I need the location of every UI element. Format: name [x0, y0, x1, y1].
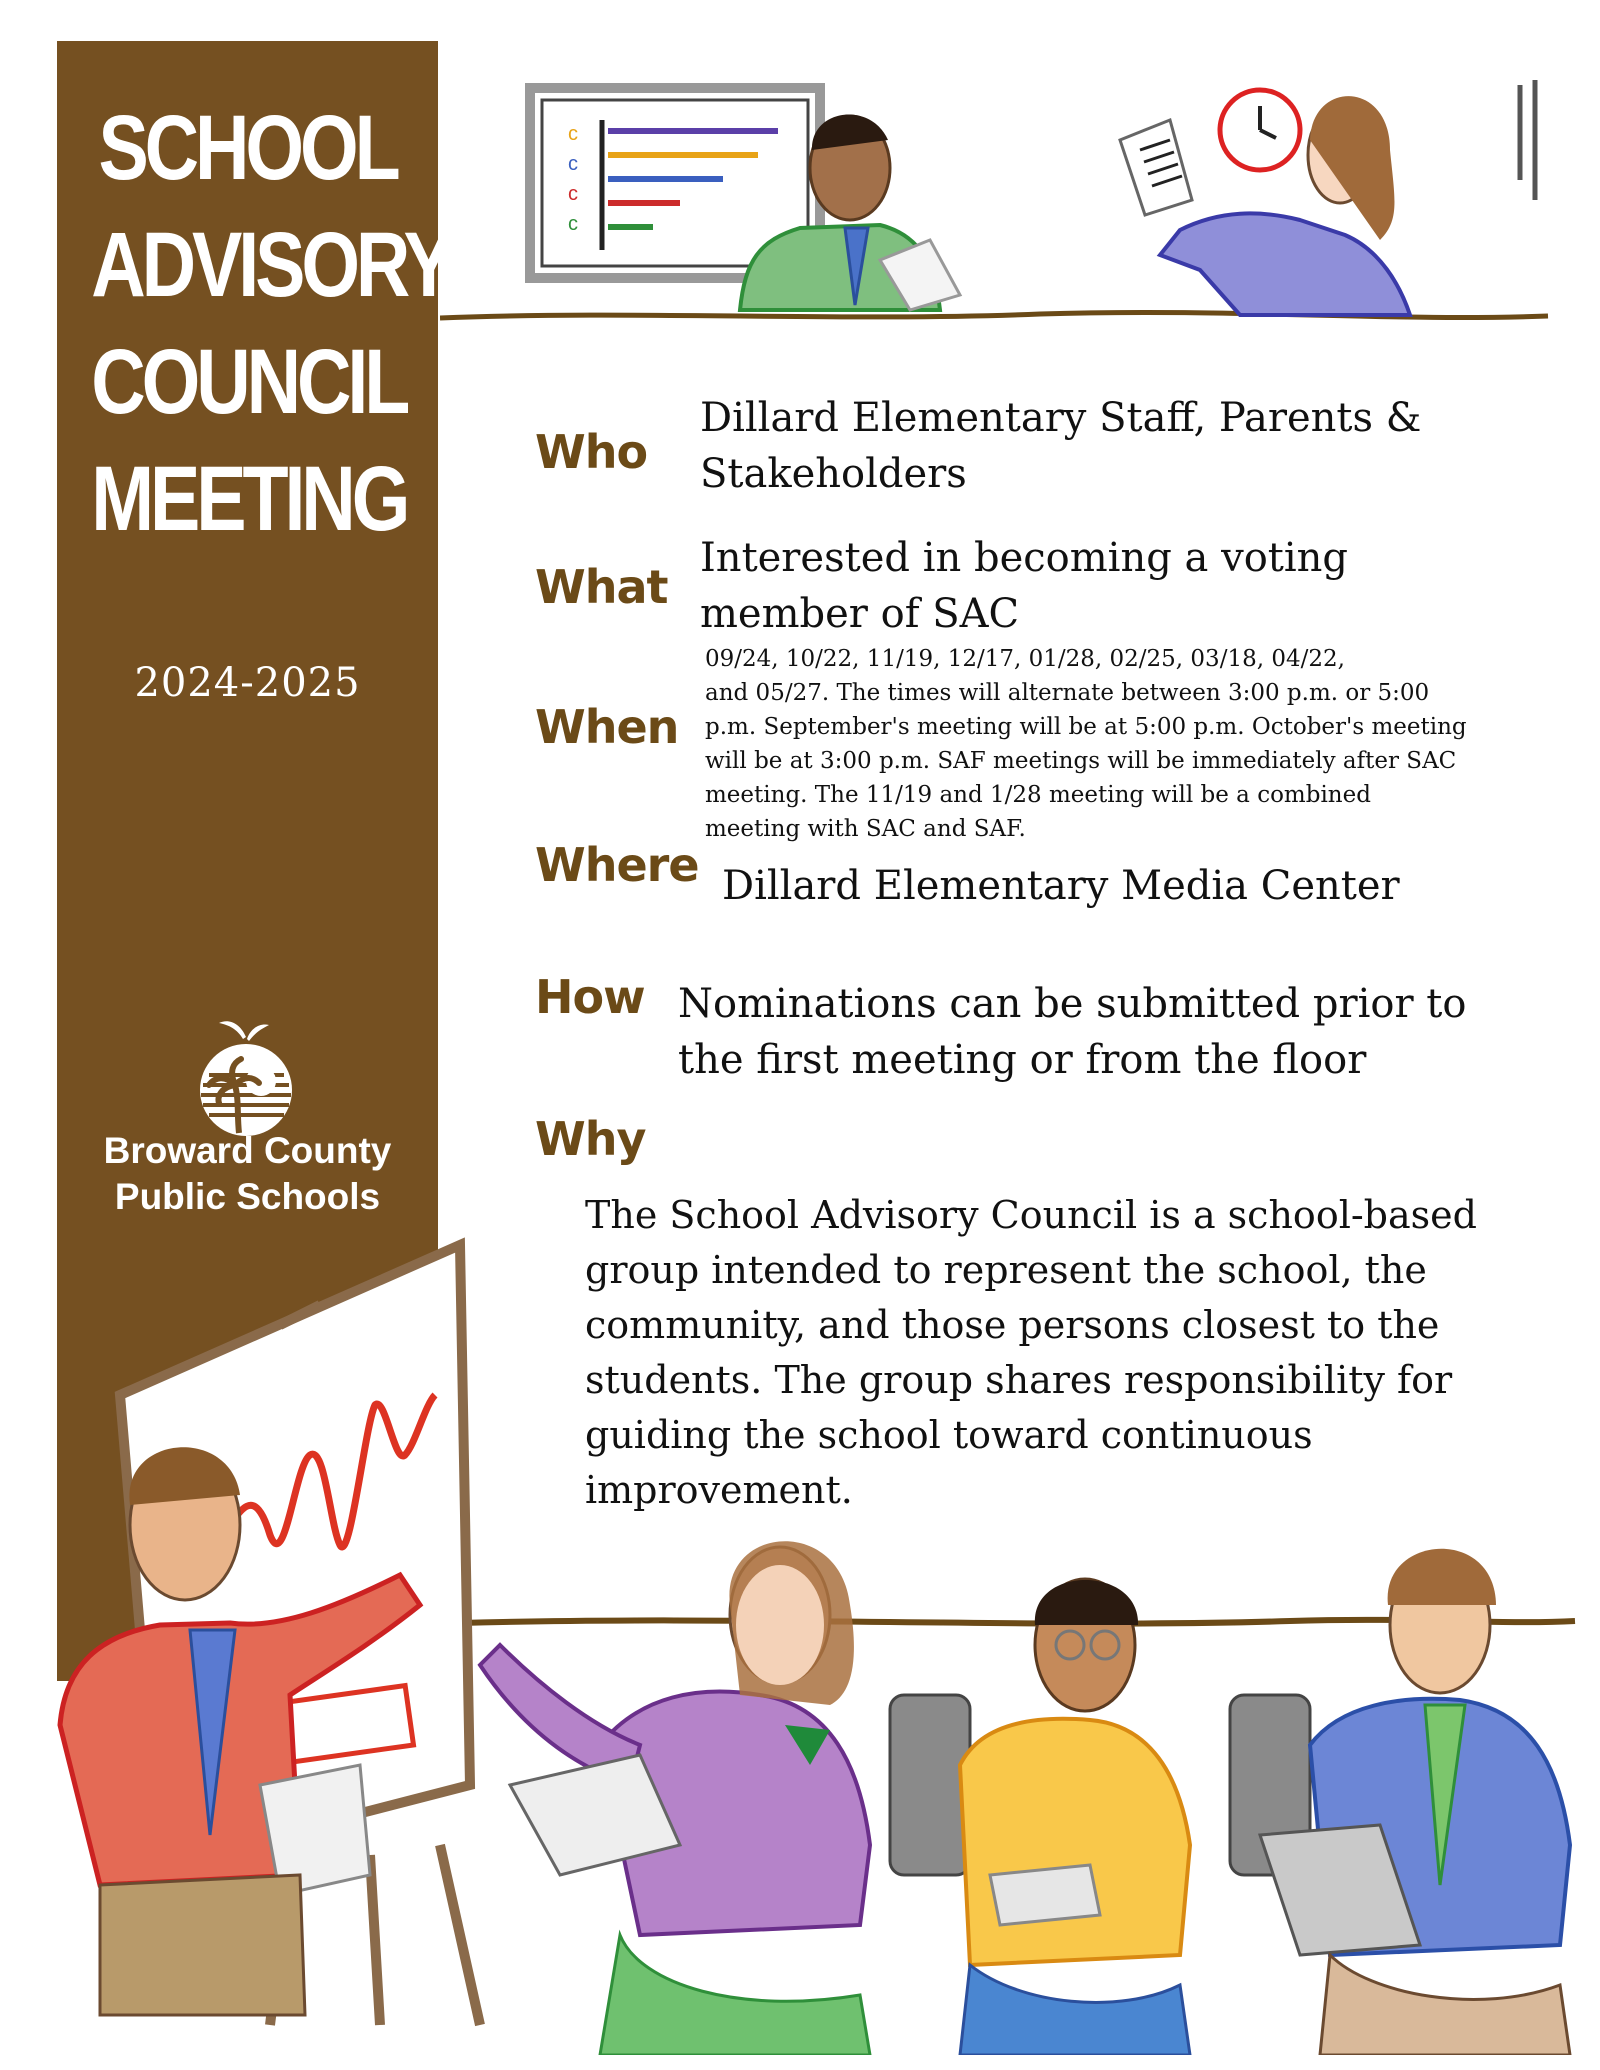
- meeting-illustration-top: [440, 60, 1560, 350]
- when-line: will be at 3:00 p.m. SAF meetings will be immediately after SAC: [705, 748, 1457, 774]
- svg-text:c: c: [568, 213, 578, 235]
- why-line: improvement.: [585, 1468, 853, 1512]
- title-line: SCHOOL: [98, 97, 397, 199]
- label-why: Why: [535, 1112, 646, 1166]
- who-text: [700, 390, 1421, 502]
- flyer-title: [91, 90, 450, 558]
- label-who: Who: [535, 425, 648, 479]
- how-text: [678, 976, 1466, 1088]
- label-when: When: [535, 700, 679, 754]
- district-name: [57, 1128, 438, 1220]
- when-line: meeting with SAC and SAF.: [705, 816, 1026, 842]
- why-line: community, and those persons closest to the: [585, 1303, 1440, 1347]
- why-line: The School Advisory Council is a school-based: [585, 1193, 1477, 1237]
- when-line: 09/24, 10/22, 11/19, 12/17, 01/28, 02/25, 03/18, 04/22,: [705, 646, 1345, 672]
- meeting-illustration-bottom: [40, 1225, 1580, 2055]
- apple-palm-logo-icon: [189, 1015, 304, 1140]
- label-how: How: [535, 970, 645, 1024]
- who-line: Dillard Elementary Staff, Parents &: [700, 395, 1422, 441]
- what-line: member of SAC: [700, 591, 1020, 637]
- title-line: COUNCIL: [91, 331, 407, 433]
- when-text: [705, 642, 1467, 846]
- title-line: MEETING: [91, 448, 407, 550]
- what-line: Interested in becoming a voting: [700, 535, 1349, 581]
- label-where: Where: [535, 838, 699, 892]
- who-line: Stakeholders: [700, 451, 967, 497]
- label-what: What: [535, 560, 668, 614]
- why-line: guiding the school toward continuous: [585, 1413, 1313, 1457]
- district-line: Public Schools: [114, 1176, 381, 1217]
- what-text: [700, 530, 1348, 642]
- svg-text:c: c: [568, 123, 578, 145]
- svg-text:c: c: [568, 153, 578, 175]
- how-line: the first meeting or from the floor: [678, 1037, 1367, 1083]
- when-line: p.m. September's meeting will be at 5:00 p.m. October's meeting: [705, 714, 1467, 740]
- district-line: Broward County: [103, 1130, 392, 1171]
- when-line: and 05/27. The times will alternate between 3:00 p.m. or 5:00: [705, 680, 1430, 706]
- how-line: Nominations can be submitted prior to: [678, 981, 1467, 1027]
- school-year: 2024-2025: [134, 660, 361, 706]
- svg-text:c: c: [568, 183, 578, 205]
- when-line: meeting. The 11/19 and 1/28 meeting will be a combined: [705, 782, 1371, 808]
- why-line: group intended to represent the school, the: [585, 1248, 1427, 1292]
- title-line: ADVISORY: [91, 214, 450, 316]
- where-text: Dillard Elementary Media Center: [722, 863, 1400, 909]
- why-line: students. The group shares responsibility for: [585, 1358, 1453, 1402]
